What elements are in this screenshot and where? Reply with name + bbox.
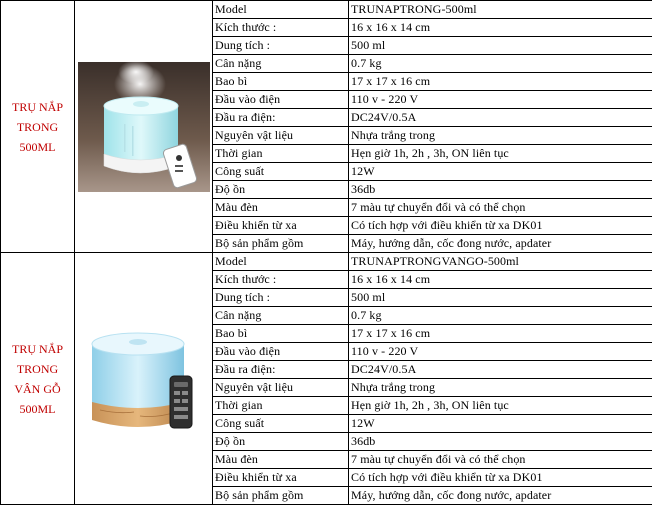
spec-value: Hẹn giờ 1h, 2h , 3h, ON liên tục <box>349 145 652 163</box>
spec-label: Công suất <box>213 163 349 181</box>
spec-value: Nhựa trắng trong <box>349 127 652 145</box>
product-1-image <box>75 1 213 253</box>
spec-value: Máy, hướng dẫn, cốc đong nước, apdater <box>349 487 652 505</box>
product-2-name: TRỤ NẮP TRONG VÂN GỖ 500ML <box>1 253 75 505</box>
spec-label: Màu đèn <box>213 451 349 469</box>
spec-label: Bao bì <box>213 325 349 343</box>
spec-value: 17 x 17 x 16 cm <box>349 73 652 91</box>
spec-label: Kích thước : <box>213 271 349 289</box>
spec-value: TRUNAPTRONGVANGO-500ml <box>349 253 652 271</box>
spec-value: 12W <box>349 415 652 433</box>
spec-value: Hẹn giờ 1h, 2h , 3h, ON liên tục <box>349 397 652 415</box>
spec-value: 500 ml <box>349 289 652 307</box>
spec-label: Model <box>213 253 349 271</box>
spec-label: Dung tích : <box>213 289 349 307</box>
spec-label: Độ ồn <box>213 433 349 451</box>
spec-value: 0.7 kg <box>349 307 652 325</box>
spec-value: Máy, hướng dẫn, cốc đong nước, apdater <box>349 235 652 253</box>
spec-label: Thời gian <box>213 145 349 163</box>
humidifier-clear-lid-icon <box>78 62 210 192</box>
humidifier-woodgrain-icon <box>78 314 210 444</box>
spec-label: Nguyên vật liệu <box>213 379 349 397</box>
spec-label: Màu đèn <box>213 199 349 217</box>
spec-value: Nhựa trắng trong <box>349 379 652 397</box>
spec-value: 110 v - 220 V <box>349 343 652 361</box>
spec-label: Điều khiển từ xa <box>213 469 349 487</box>
spec-value: 17 x 17 x 16 cm <box>349 325 652 343</box>
table-row <box>1 1 652 19</box>
spec-label: Cân nặng <box>213 307 349 325</box>
table-row <box>1 253 652 271</box>
spec-value: Có tích hợp với điều khiển từ xa DK01 <box>349 217 652 235</box>
spec-label: Đầu vào điện <box>213 343 349 361</box>
spec-label: Độ ồn <box>213 181 349 199</box>
spec-label: Kích thước : <box>213 19 349 37</box>
spec-value: DC24V/0.5A <box>349 361 652 379</box>
spec-value: Có tích hợp với điều khiển từ xa DK01 <box>349 469 652 487</box>
spec-value: 110 v - 220 V <box>349 91 652 109</box>
spec-value: TRUNAPTRONG-500ml <box>349 1 652 19</box>
spec-value: 36db <box>349 181 652 199</box>
spec-label: Thời gian <box>213 397 349 415</box>
spec-value: 16 x 16 x 14 cm <box>349 271 652 289</box>
spec-label: Điều khiển từ xa <box>213 217 349 235</box>
spec-value: 500 ml <box>349 37 652 55</box>
spec-label: Bao bì <box>213 73 349 91</box>
spec-label: Đầu ra điện: <box>213 361 349 379</box>
spec-value: 16 x 16 x 14 cm <box>349 19 652 37</box>
spec-label: Nguyên vật liệu <box>213 127 349 145</box>
spec-label: Model <box>213 1 349 19</box>
spec-label: Bộ sản phẩm gồm <box>213 487 349 505</box>
spec-value: 36db <box>349 433 652 451</box>
spec-label: Đầu ra điện: <box>213 109 349 127</box>
spec-label: Cân nặng <box>213 55 349 73</box>
spec-label: Công suất <box>213 415 349 433</box>
spec-label: Đầu vào điện <box>213 91 349 109</box>
spec-value: DC24V/0.5A <box>349 109 652 127</box>
spec-value: 7 màu tự chuyển đổi và có thể chọn <box>349 199 652 217</box>
spec-value: 12W <box>349 163 652 181</box>
product-1-name: TRỤ NẮP TRONG 500ML <box>1 1 75 253</box>
spec-label: Dung tích : <box>213 37 349 55</box>
product-2-image <box>75 253 213 505</box>
remote-control-icon <box>170 376 192 428</box>
spec-value: 7 màu tự chuyển đổi và có thể chọn <box>349 451 652 469</box>
product-2-section <box>1 253 652 505</box>
spec-value: 0.7 kg <box>349 55 652 73</box>
product-1-section <box>1 1 652 253</box>
spec-label: Bộ sản phẩm gồm <box>213 235 349 253</box>
